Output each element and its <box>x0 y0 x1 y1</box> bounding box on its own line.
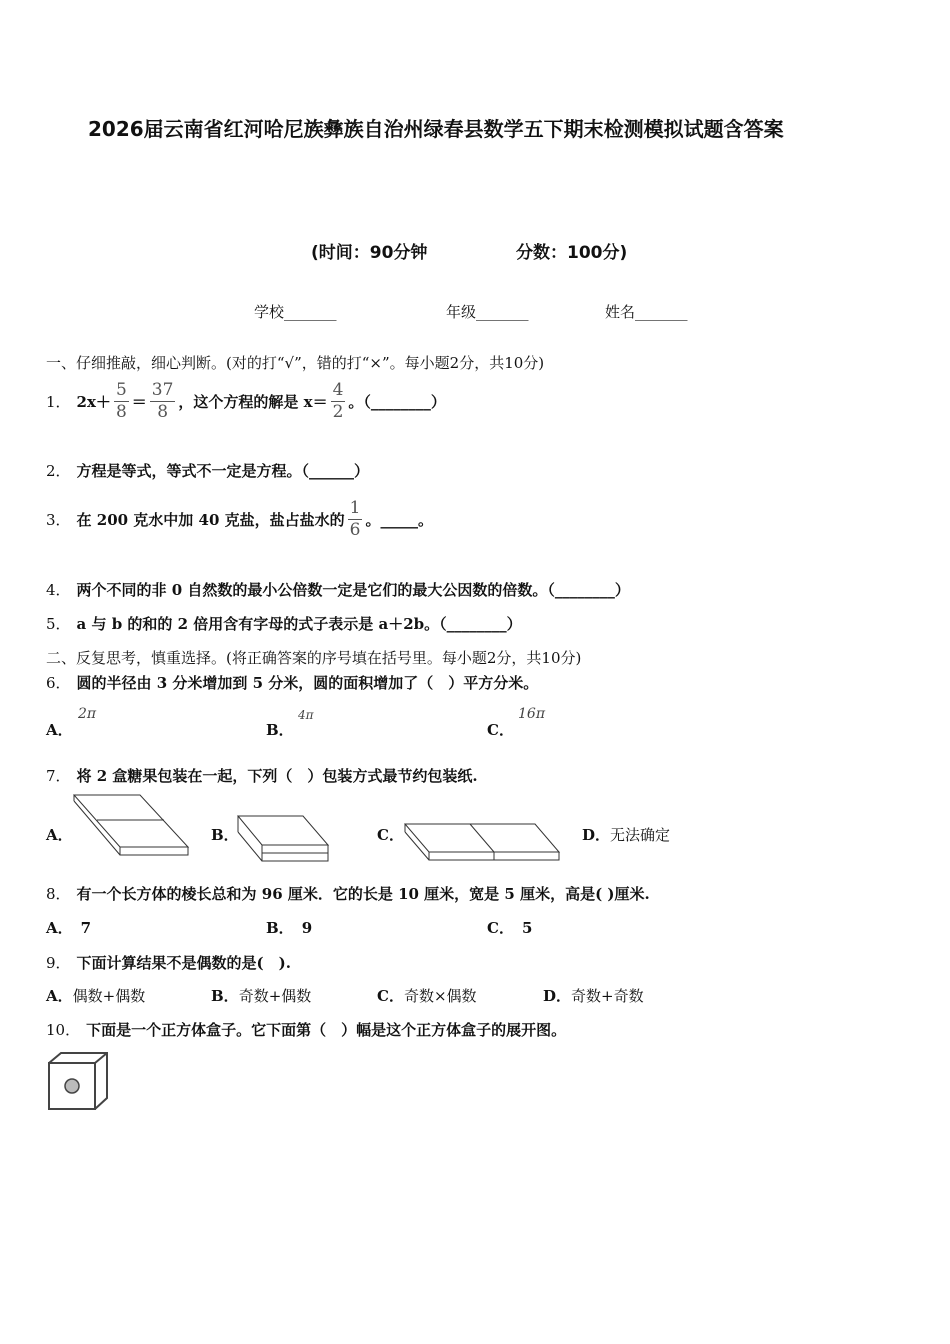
question-3 <box>46 494 433 544</box>
option-b-label: B． <box>266 721 294 739</box>
numerator: 5 <box>115 379 127 400</box>
package-c-diagram <box>402 822 564 864</box>
question-number: 9． <box>46 954 71 972</box>
question-number: 1． <box>46 392 71 411</box>
answer-blank: 。（________） <box>348 392 446 411</box>
question-number: 10． <box>46 1021 81 1039</box>
question-text: 两个不同的非 0 自然数的最小公倍数一定是它们的最大公因数的倍数。（________） <box>76 581 630 599</box>
question-5 <box>46 613 522 634</box>
option-a-value: 2π <box>78 706 97 722</box>
question-1 <box>46 376 446 426</box>
fraction <box>150 379 176 422</box>
question-text: a 与 b 的和的 2 倍用含有字母的式子表示是 a＋2b。（________） <box>76 615 522 633</box>
question-4 <box>46 579 630 600</box>
numerator: 37 <box>151 379 174 400</box>
question-text: 将 2 盒糖果包装在一起，下列（ ）包装方式最节约包装纸. <box>76 767 478 785</box>
question-text: ，这个方程的解是 x＝ <box>178 392 328 411</box>
denominator: 8 <box>115 401 127 422</box>
exam-time: (时间：90分钟 <box>311 243 428 263</box>
question-number: 4． <box>46 581 71 599</box>
option-a: A． 7 <box>46 919 92 937</box>
option-c-value: 16π <box>518 706 546 722</box>
option-a-label: A． <box>46 721 73 739</box>
exam-score: 分数：100分) <box>516 243 628 263</box>
question-number: 6． <box>46 674 71 692</box>
section-1-heading: 一、仔细推敲，细心判断。(对的打“√”，错的打“×”。每小题2分，共10分) <box>46 354 545 372</box>
question-9 <box>46 952 291 973</box>
fraction <box>331 379 346 422</box>
question-text: 在 200 克水中加 40 克盐，盐占盐水的 <box>76 510 345 529</box>
question-text: 圆的半径由 3 分米增加到 5 分米，圆的面积增加了（ ）平方分米。 <box>76 674 539 692</box>
question-number: 5． <box>46 615 71 633</box>
question-8 <box>46 883 650 904</box>
fraction <box>348 497 363 540</box>
answer-blank: 。_____。 <box>365 510 433 529</box>
question-number: 3． <box>46 510 71 529</box>
question-number: 8． <box>46 885 71 903</box>
option-d-value: 无法确定 <box>610 826 671 844</box>
question-text: 方程是等式，等式不一定是方程。（______） <box>76 462 370 480</box>
package-a-diagram <box>70 793 192 865</box>
option-d-label: D． <box>582 826 611 844</box>
question-7 <box>46 765 478 786</box>
page-title: 2026届云南省红河哈尼族彝族自治州绿春县数学五下期末检测模拟试题含答案 <box>88 117 784 141</box>
question-text: 有一个长方体的棱长总和为 96 厘米．它的长是 10 厘米，宽是 5 厘米，高是( )厘米. <box>76 885 650 903</box>
option-b: B． 9 <box>266 919 313 937</box>
denominator: 2 <box>332 401 344 422</box>
question-text: 下面计算结果不是偶数的是( ). <box>76 954 291 972</box>
section-2-heading: 二、反复思考，慎重选择。(将正确答案的序号填在括号里。每小题2分，共10分) <box>46 649 582 667</box>
option-a: A．偶数+偶数 <box>46 987 146 1005</box>
fraction <box>114 379 129 422</box>
option-a-label: A． <box>46 826 73 844</box>
option-c-label: C． <box>377 826 404 844</box>
school-field: 学校_______ <box>254 303 337 321</box>
numerator: 1 <box>349 497 361 518</box>
option-b: B．奇数+偶数 <box>211 987 312 1005</box>
question-text: 下面是一个正方体盒子。它下面第（ ）幅是这个正方体盒子的展开图。 <box>86 1021 567 1039</box>
question-2 <box>46 460 369 481</box>
grade-field: 年级_______ <box>446 303 529 321</box>
option-c-label: C． <box>487 721 514 739</box>
question-10 <box>46 1019 566 1040</box>
option-b-value: 4π <box>298 708 314 722</box>
cube-box-diagram <box>46 1051 114 1113</box>
question-number: 2． <box>46 462 71 480</box>
equation-left: 2x＋ <box>76 392 111 411</box>
option-b-label: B． <box>211 826 239 844</box>
name-field: 姓名_______ <box>605 303 688 321</box>
package-b-diagram <box>235 814 333 866</box>
denominator: 6 <box>349 519 361 540</box>
equals-sign: ＝ <box>131 392 147 411</box>
denominator: 8 <box>157 401 169 422</box>
option-c: C．奇数×偶数 <box>377 987 477 1005</box>
option-d: D．奇数+奇数 <box>543 987 644 1005</box>
numerator: 4 <box>332 379 344 400</box>
question-6 <box>46 672 538 693</box>
question-number: 7． <box>46 767 71 785</box>
option-c: C． 5 <box>487 919 533 937</box>
